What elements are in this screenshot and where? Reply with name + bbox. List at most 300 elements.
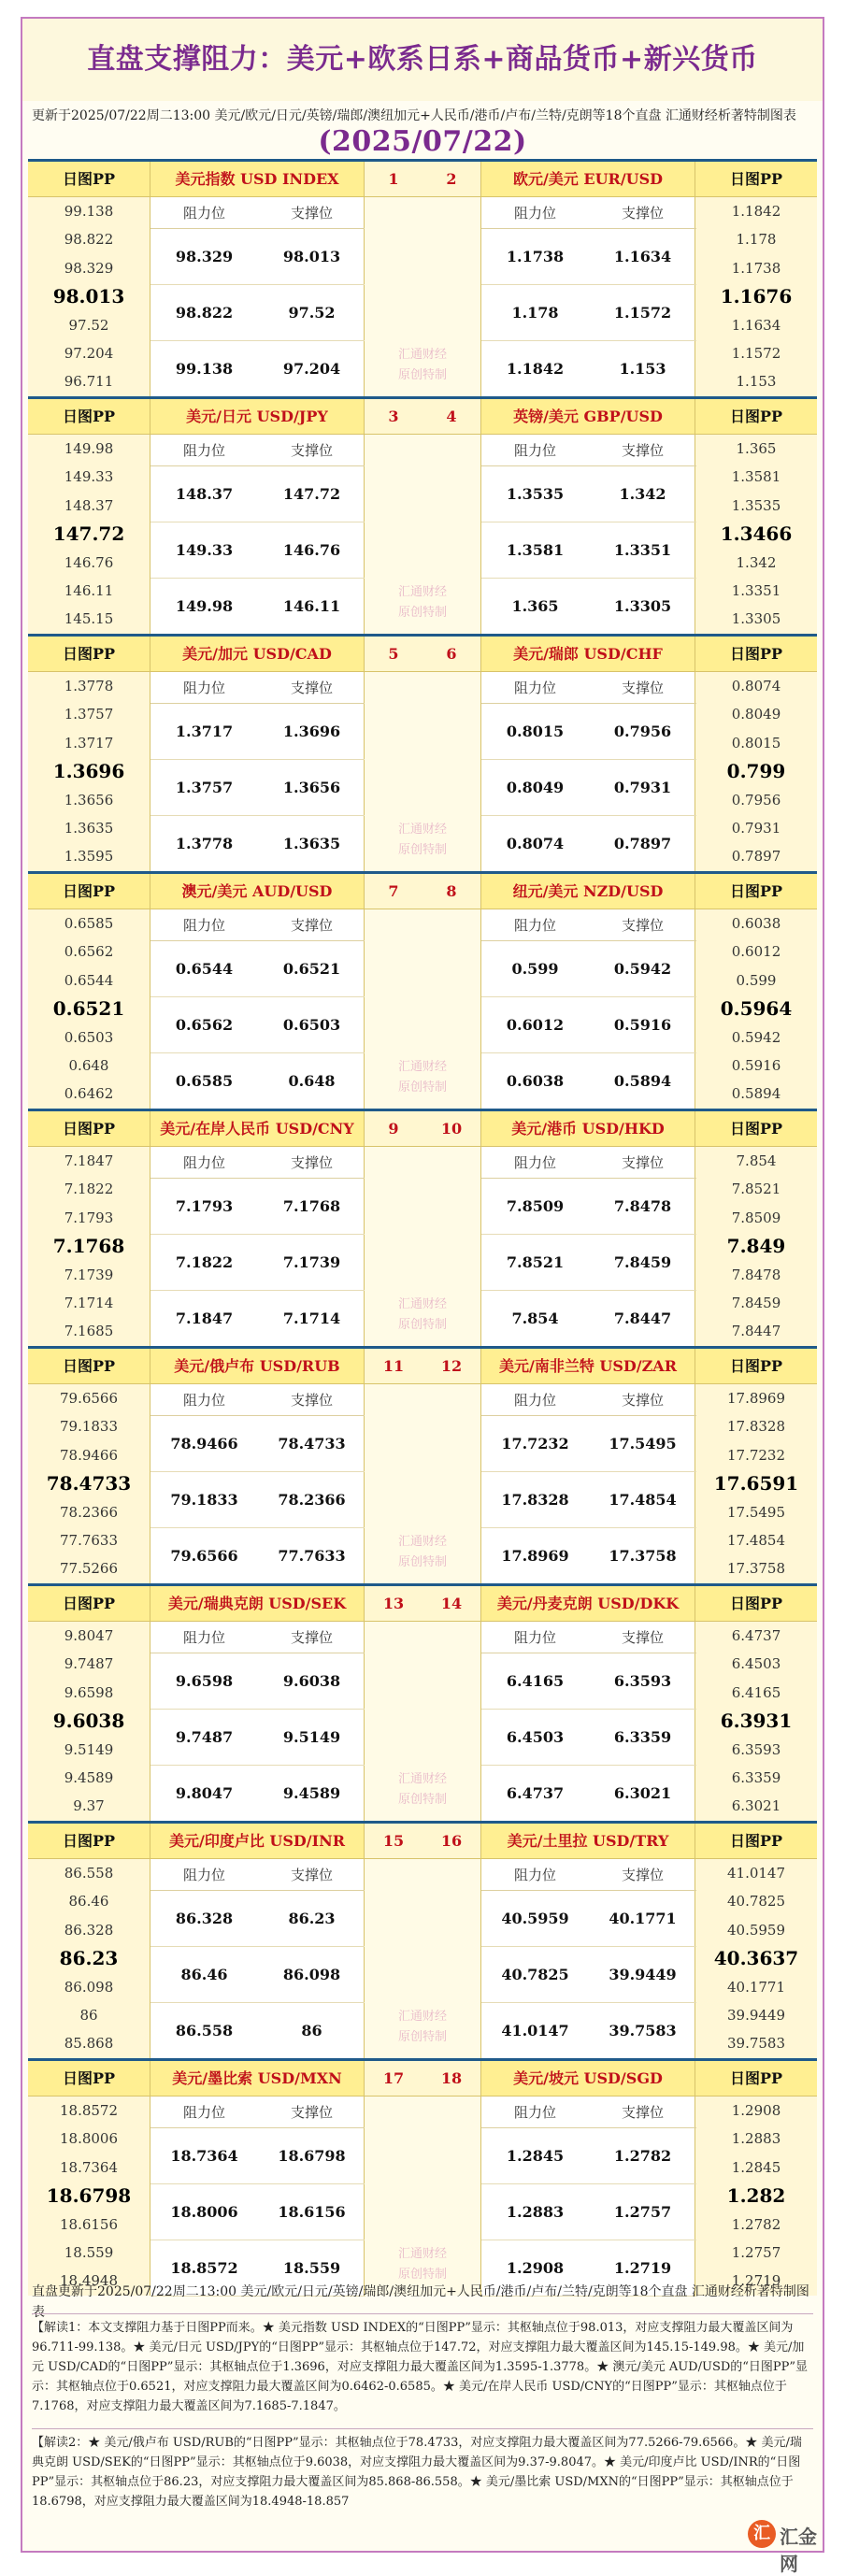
support-header: 支撑位 bbox=[589, 435, 696, 466]
pp-value: 7.8459 bbox=[731, 1294, 781, 1311]
resistance-value: 17.7232 bbox=[481, 1416, 589, 1472]
pair-table bbox=[150, 1111, 365, 1346]
watermark-text: 原创特制 bbox=[397, 1318, 447, 1332]
support-value: 6.3359 bbox=[589, 1710, 696, 1766]
pair-block bbox=[28, 1109, 817, 1346]
support-value: 9.6038 bbox=[258, 1653, 365, 1710]
resistance-header: 阻力位 bbox=[481, 2097, 589, 2128]
pair-block bbox=[28, 1821, 817, 2058]
pp-value: 18.6156 bbox=[59, 2215, 119, 2233]
pair-name: 美元/土里拉 USD/TRY bbox=[481, 1824, 695, 1859]
pp-column bbox=[28, 2061, 150, 2296]
index-number: 8 bbox=[422, 874, 480, 909]
pp-value: 7.1793 bbox=[64, 1209, 114, 1226]
support-value: 0.7956 bbox=[589, 704, 696, 760]
pair-table bbox=[480, 1824, 695, 2058]
pp-value: 17.8969 bbox=[726, 1390, 786, 1407]
pp-value: 85.868 bbox=[64, 2035, 114, 2053]
resistance-header: 阻力位 bbox=[150, 1622, 258, 1653]
pp-list bbox=[695, 2097, 817, 2296]
pair-table bbox=[480, 2061, 695, 2296]
pp-value: 1.1634 bbox=[731, 316, 781, 334]
pp-value: 18.7364 bbox=[59, 2158, 119, 2176]
index-number: 1 bbox=[365, 162, 422, 197]
pair-table bbox=[480, 162, 695, 396]
pp-header: 日图PP bbox=[695, 1349, 817, 1384]
resistance-header: 阻力位 bbox=[150, 2097, 258, 2128]
resistance-value: 9.8047 bbox=[150, 1766, 258, 1822]
resistance-value: 78.9466 bbox=[150, 1416, 258, 1472]
pair-name: 美元/在岸人民币 USD/CNY bbox=[150, 1111, 364, 1147]
pp-value: 40.7825 bbox=[726, 1893, 786, 1911]
pp-column bbox=[695, 399, 817, 634]
pp-column bbox=[28, 637, 150, 871]
pp-pivot-value: 6.3931 bbox=[720, 1710, 793, 1733]
pair-name: 美元/港币 USD/HKD bbox=[481, 1111, 695, 1147]
pp-pivot-value: 98.013 bbox=[52, 285, 125, 308]
support-header: 支撑位 bbox=[589, 197, 696, 229]
support-value: 6.3021 bbox=[589, 1766, 696, 1822]
support-value: 1.2719 bbox=[589, 2240, 696, 2297]
support-header: 支撑位 bbox=[589, 909, 696, 941]
pp-value: 7.8521 bbox=[731, 1181, 781, 1198]
watermark-text: 汇通财经 bbox=[397, 1297, 447, 1311]
interpretation-note-2: 【解读2：★ 美元/俄卢布 USD/RUB的“日图PP”显示：其枢轴点位于78.4733，对应支撑阻力最大覆盖区间为77.5266-79.6566。★ 美元/瑞典克朗 USD/SEK的“日图PP”显示：其枢轴点位于9.6038，对应支撑阻力最大覆盖区间为9.37-9.8047。★ 美元/印度卢比 USD/INR的“日图PP”显示：其枢轴点位于86.23，对应支撑阻力最大覆盖区间为85.868-86.558。★ 美元/墨比索 USD/MXN的“日图PP”显示：其枢轴点位于18.6798，对应支撑阻力最大覆盖区间为18.4948-18.857 bbox=[32, 2428, 813, 2512]
resistance-value: 7.854 bbox=[481, 1291, 589, 1347]
pair-table bbox=[480, 399, 695, 634]
resistance-header: 阻力位 bbox=[150, 909, 258, 941]
resistance-header: 阻力位 bbox=[481, 435, 589, 466]
pp-value: 1.2782 bbox=[731, 2215, 781, 2233]
pair-table bbox=[150, 637, 365, 871]
watermark-text: 汇通财经 bbox=[397, 2247, 447, 2261]
pair-table bbox=[150, 1349, 365, 1583]
pp-header: 日图PP bbox=[695, 2061, 817, 2097]
pp-pivot-value: 1.3466 bbox=[720, 522, 793, 546]
pp-value: 1.2883 bbox=[731, 2130, 781, 2148]
pair-block bbox=[28, 634, 817, 871]
pp-value: 1.2719 bbox=[731, 2272, 781, 2290]
pp-value: 6.3593 bbox=[731, 1740, 781, 1758]
pp-value: 39.9449 bbox=[726, 2006, 786, 2024]
resistance-value: 1.3581 bbox=[481, 522, 589, 579]
pair-table bbox=[480, 637, 695, 871]
pp-value: 1.2908 bbox=[731, 2102, 781, 2119]
resistance-value: 1.2845 bbox=[481, 2128, 589, 2184]
pp-list bbox=[695, 672, 817, 871]
pp-value: 1.3305 bbox=[731, 610, 781, 628]
support-header: 支撑位 bbox=[589, 1622, 696, 1653]
pair-name: 美元/丹麦克朗 USD/DKK bbox=[481, 1586, 695, 1622]
resistance-value: 0.8049 bbox=[481, 760, 589, 816]
pair-block bbox=[28, 396, 817, 634]
pp-list bbox=[28, 1147, 150, 1346]
pp-value: 9.5149 bbox=[64, 1740, 114, 1758]
resistance-value: 1.178 bbox=[481, 285, 589, 341]
watermark-text: 原创特制 bbox=[397, 2030, 447, 2044]
pair-name: 美元/加元 USD/CAD bbox=[150, 637, 364, 672]
pp-value: 0.7897 bbox=[731, 848, 781, 866]
page-title: 直盘支撑阻力：美元+欧系日系+商品货币+新兴货币(2025/07/22) bbox=[22, 19, 823, 101]
pp-value: 0.6038 bbox=[731, 915, 781, 932]
pp-header: 日图PP bbox=[695, 162, 817, 197]
pair-name: 英镑/美元 GBP/USD bbox=[481, 399, 695, 435]
support-value: 1.2782 bbox=[589, 2128, 696, 2184]
index-number: 2 bbox=[422, 162, 480, 197]
pp-pivot-value: 1.1676 bbox=[720, 285, 793, 308]
resistance-header: 阻力位 bbox=[481, 1384, 589, 1416]
resistance-value: 1.3757 bbox=[150, 760, 258, 816]
resistance-value: 9.7487 bbox=[150, 1710, 258, 1766]
pp-value: 17.7232 bbox=[726, 1446, 786, 1464]
pp-value: 7.1714 bbox=[64, 1294, 114, 1311]
index-number: 7 bbox=[365, 874, 422, 909]
pp-value: 0.7931 bbox=[731, 819, 781, 837]
resistance-header: 阻力位 bbox=[150, 1384, 258, 1416]
pp-value: 99.138 bbox=[64, 203, 114, 220]
pp-value: 0.6503 bbox=[64, 1028, 114, 1046]
pp-value: 17.5495 bbox=[726, 1503, 786, 1521]
resistance-value: 17.8328 bbox=[481, 1472, 589, 1528]
support-value: 9.5149 bbox=[258, 1710, 365, 1766]
pair-name: 美元/坡元 USD/SGD bbox=[481, 2061, 695, 2097]
resistance-header: 阻力位 bbox=[150, 1147, 258, 1179]
index-number: 12 bbox=[422, 1349, 480, 1384]
pp-value: 18.559 bbox=[64, 2243, 114, 2261]
resistance-value: 0.8074 bbox=[481, 816, 589, 872]
pp-value: 7.1847 bbox=[64, 1152, 114, 1169]
pp-value: 18.8006 bbox=[59, 2130, 119, 2148]
pair-block bbox=[28, 2058, 817, 2296]
pp-value: 0.5942 bbox=[731, 1028, 781, 1046]
index-number: 18 bbox=[422, 2061, 480, 2097]
pp-header: 日图PP bbox=[28, 1111, 150, 1147]
support-value: 1.153 bbox=[589, 341, 696, 397]
resistance-value: 0.6544 bbox=[150, 941, 258, 997]
support-value: 7.1714 bbox=[258, 1291, 365, 1347]
pair-name: 美元/瑞典克朗 USD/SEK bbox=[150, 1586, 364, 1622]
pp-value: 1.1738 bbox=[731, 259, 781, 277]
pp-column bbox=[695, 1824, 817, 2058]
pp-value: 1.3581 bbox=[731, 468, 781, 486]
pair-name: 美元/瑞郎 USD/CHF bbox=[481, 637, 695, 672]
watermark-text: 原创特制 bbox=[397, 2268, 447, 2282]
pp-pivot-value: 1.3696 bbox=[52, 760, 125, 783]
pp-value: 17.3758 bbox=[726, 1560, 786, 1578]
resistance-header: 阻力位 bbox=[481, 1147, 589, 1179]
watermark-text: 原创特制 bbox=[397, 843, 447, 857]
support-value: 0.5942 bbox=[589, 941, 696, 997]
resistance-value: 7.1793 bbox=[150, 1179, 258, 1235]
pp-value: 149.98 bbox=[64, 440, 114, 457]
pp-pivot-value: 18.6798 bbox=[46, 2184, 132, 2208]
support-value: 1.3656 bbox=[258, 760, 365, 816]
support-value: 17.3758 bbox=[589, 1528, 696, 1584]
support-header: 支撑位 bbox=[258, 1147, 365, 1179]
resistance-value: 1.3717 bbox=[150, 704, 258, 760]
pair-block bbox=[28, 159, 817, 396]
resistance-value: 1.3535 bbox=[481, 466, 589, 522]
watermark-text: 汇通财经 bbox=[397, 585, 447, 599]
pp-value: 148.37 bbox=[64, 496, 114, 514]
support-value: 147.72 bbox=[258, 466, 365, 522]
resistance-value: 99.138 bbox=[150, 341, 258, 397]
pp-value: 1.3351 bbox=[731, 581, 781, 599]
resistance-value: 0.6562 bbox=[150, 997, 258, 1053]
pp-column bbox=[28, 399, 150, 634]
pp-pivot-value: 7.1768 bbox=[52, 1235, 125, 1258]
resistance-value: 0.599 bbox=[481, 941, 589, 997]
support-value: 18.6156 bbox=[258, 2184, 365, 2240]
pair-name: 澳元/美元 AUD/USD bbox=[150, 874, 364, 909]
pp-pivot-value: 40.3637 bbox=[713, 1947, 799, 1970]
resistance-value: 40.5959 bbox=[481, 1891, 589, 1947]
support-value: 0.7931 bbox=[589, 760, 696, 816]
pp-value: 0.8049 bbox=[731, 706, 781, 723]
support-value: 98.013 bbox=[258, 229, 365, 285]
support-value: 146.11 bbox=[258, 579, 365, 635]
support-value: 7.8478 bbox=[589, 1179, 696, 1235]
support-header: 支撑位 bbox=[589, 1147, 696, 1179]
pp-pivot-value: 86.23 bbox=[59, 1947, 119, 1970]
pp-header: 日图PP bbox=[28, 399, 150, 435]
support-value: 86 bbox=[258, 2003, 365, 2059]
support-value: 1.3696 bbox=[258, 704, 365, 760]
pp-value: 18.4948 bbox=[59, 2272, 119, 2290]
pp-header: 日图PP bbox=[695, 637, 817, 672]
pp-column bbox=[695, 1349, 817, 1583]
resistance-value: 1.1738 bbox=[481, 229, 589, 285]
support-value: 18.6798 bbox=[258, 2128, 365, 2184]
pp-value: 78.9466 bbox=[59, 1446, 119, 1464]
index-number: 9 bbox=[365, 1111, 422, 1147]
resistance-value: 148.37 bbox=[150, 466, 258, 522]
pp-value: 0.648 bbox=[68, 1056, 109, 1074]
support-value: 78.2366 bbox=[258, 1472, 365, 1528]
resistance-value: 6.4165 bbox=[481, 1653, 589, 1710]
resistance-value: 98.329 bbox=[150, 229, 258, 285]
support-value: 40.1771 bbox=[589, 1891, 696, 1947]
index-number: 5 bbox=[365, 637, 422, 672]
resistance-value: 1.2883 bbox=[481, 2184, 589, 2240]
pp-list bbox=[28, 197, 150, 396]
pp-value: 1.3656 bbox=[64, 791, 114, 809]
pp-value: 1.3778 bbox=[64, 678, 114, 694]
resistance-value: 98.822 bbox=[150, 285, 258, 341]
resistance-value: 86.328 bbox=[150, 1891, 258, 1947]
watermark-text: 汇通财经 bbox=[397, 1060, 447, 1074]
interpretation-note-1: 【解读1：本文支撑阻力基于日图PP而来。★ 美元指数 USD INDEX的“日图PP”显示：其枢轴点位于98.013，对应支撑阻力最大覆盖区间为96.711-99.138。★ 美元/日元 USD/JPY的“日图PP”显示：其枢轴点位于147.72，对应支撑阻力最大覆盖区间为145.15-149.98。★ 美元/加元 USD/CAD的“日图PP”显示：其枢轴点位于1.3696，对应支撑阻力最大覆盖区间为1.3595-1.3778。★ 澳元/美元 AUD/USD的“日图PP”显示：其枢轴点位于0.6521，对应支撑阻力最大覆盖区间为0.6462-0.6585。★ 美元/在岸人民币 USD/CNY的“日图PP”显示：其枢轴点位于7.1768，对应支撑阻力最大覆盖区间为7.1685-7.1847。 bbox=[32, 2313, 813, 2416]
support-header: 支撑位 bbox=[258, 672, 365, 704]
support-value: 17.5495 bbox=[589, 1416, 696, 1472]
resistance-header: 阻力位 bbox=[150, 197, 258, 229]
support-header: 支撑位 bbox=[258, 1622, 365, 1653]
support-value: 1.1634 bbox=[589, 229, 696, 285]
support-value: 7.8459 bbox=[589, 1235, 696, 1291]
resistance-value: 86.46 bbox=[150, 1947, 258, 2003]
support-header: 支撑位 bbox=[589, 2097, 696, 2128]
pp-column bbox=[695, 2061, 817, 2296]
pp-header: 日图PP bbox=[28, 874, 150, 909]
support-value: 1.3305 bbox=[589, 579, 696, 635]
pp-column bbox=[28, 162, 150, 396]
pp-value: 86.098 bbox=[64, 1978, 114, 1996]
pp-header: 日图PP bbox=[695, 1824, 817, 1859]
resistance-header: 阻力位 bbox=[481, 672, 589, 704]
pair-name: 欧元/美元 EUR/USD bbox=[481, 162, 695, 197]
pp-value: 7.1822 bbox=[64, 1181, 114, 1198]
resistance-value: 79.6566 bbox=[150, 1528, 258, 1584]
pp-value: 7.8509 bbox=[731, 1209, 781, 1226]
resistance-value: 0.6585 bbox=[150, 1053, 258, 1109]
pp-list bbox=[695, 435, 817, 634]
resistance-value: 1.3778 bbox=[150, 816, 258, 872]
pp-value: 9.8047 bbox=[64, 1627, 114, 1644]
pp-value: 7.1685 bbox=[64, 1323, 114, 1340]
pair-table bbox=[150, 399, 365, 634]
pp-value: 96.711 bbox=[64, 373, 114, 391]
pp-column bbox=[28, 1349, 150, 1583]
pp-list bbox=[28, 435, 150, 634]
pp-header: 日图PP bbox=[28, 1349, 150, 1384]
pp-value: 1.365 bbox=[736, 440, 777, 457]
resistance-header: 阻力位 bbox=[150, 435, 258, 466]
support-header: 支撑位 bbox=[258, 909, 365, 941]
support-value: 39.7583 bbox=[589, 2003, 696, 2059]
support-header: 支撑位 bbox=[258, 1859, 365, 1891]
support-header: 支撑位 bbox=[589, 672, 696, 704]
resistance-value: 0.6012 bbox=[481, 997, 589, 1053]
pp-value: 0.6544 bbox=[64, 971, 114, 989]
page-subtitle: 更新于2025/07/22周二13:00 美元/欧元/日元/英镑/瑞郎/澳纽加元+人民币/港币/卢布/兰特/克朗等18个直盘 汇通财经析著特制图表 bbox=[32, 108, 796, 123]
pp-value: 1.3757 bbox=[64, 706, 114, 723]
resistance-value: 17.8969 bbox=[481, 1528, 589, 1584]
pp-header: 日图PP bbox=[28, 637, 150, 672]
pp-pivot-value: 147.72 bbox=[52, 522, 125, 546]
support-value: 1.3635 bbox=[258, 816, 365, 872]
pair-name: 美元/印度卢比 USD/INR bbox=[150, 1824, 364, 1859]
pp-value: 77.7633 bbox=[59, 1531, 119, 1549]
pp-header: 日图PP bbox=[695, 1586, 817, 1622]
index-number: 11 bbox=[365, 1349, 422, 1384]
watermark-text: 原创特制 bbox=[397, 1555, 447, 1569]
pp-value: 7.8478 bbox=[731, 1266, 781, 1283]
pp-value: 0.8074 bbox=[731, 678, 781, 694]
pp-pivot-value: 78.4733 bbox=[46, 1472, 132, 1496]
pp-column bbox=[695, 874, 817, 1109]
resistance-value: 7.8521 bbox=[481, 1235, 589, 1291]
pair-table bbox=[150, 874, 365, 1109]
support-value: 7.1768 bbox=[258, 1179, 365, 1235]
pp-list bbox=[28, 1384, 150, 1583]
pp-value: 7.8447 bbox=[731, 1323, 781, 1340]
pp-value: 1.1842 bbox=[731, 203, 781, 220]
pp-value: 0.8015 bbox=[731, 734, 781, 751]
pair-block bbox=[28, 1583, 817, 1821]
pp-value: 98.822 bbox=[64, 231, 114, 249]
pp-value: 7.854 bbox=[736, 1152, 777, 1169]
pair-table bbox=[150, 2061, 365, 2296]
pp-column bbox=[695, 1586, 817, 1821]
index-number: 3 bbox=[365, 399, 422, 435]
watermark-text: 汇通财经 bbox=[397, 1535, 447, 1549]
pp-list bbox=[28, 2097, 150, 2296]
support-header: 支撑位 bbox=[589, 1859, 696, 1891]
resistance-header: 阻力位 bbox=[481, 909, 589, 941]
index-number: 16 bbox=[422, 1824, 480, 1859]
pp-column bbox=[28, 874, 150, 1109]
resistance-value: 149.33 bbox=[150, 522, 258, 579]
pp-value: 0.5916 bbox=[731, 1056, 781, 1074]
pp-value: 77.5266 bbox=[59, 1560, 119, 1578]
pp-value: 0.599 bbox=[736, 971, 777, 989]
pp-value: 1.2845 bbox=[731, 2158, 781, 2176]
resistance-header: 阻力位 bbox=[481, 1859, 589, 1891]
pp-value: 1.3595 bbox=[64, 848, 114, 866]
support-value: 6.3593 bbox=[589, 1653, 696, 1710]
pp-value: 9.4589 bbox=[64, 1768, 114, 1786]
support-header: 支撑位 bbox=[258, 197, 365, 229]
pair-name: 美元/墨比索 USD/MXN bbox=[150, 2061, 364, 2097]
support-value: 0.648 bbox=[258, 1053, 365, 1109]
resistance-value: 40.7825 bbox=[481, 1947, 589, 2003]
pair-table bbox=[480, 874, 695, 1109]
pp-header: 日图PP bbox=[695, 399, 817, 435]
pp-value: 79.1833 bbox=[59, 1418, 119, 1436]
pp-header: 日图PP bbox=[695, 874, 817, 909]
resistance-value: 6.4737 bbox=[481, 1766, 589, 1822]
pp-value: 1.1572 bbox=[731, 344, 781, 362]
pp-value: 41.0147 bbox=[726, 1865, 786, 1882]
resistance-value: 79.1833 bbox=[150, 1472, 258, 1528]
support-header: 支撑位 bbox=[258, 1384, 365, 1416]
resistance-value: 6.4503 bbox=[481, 1710, 589, 1766]
resistance-value: 0.6038 bbox=[481, 1053, 589, 1109]
pp-value: 0.7956 bbox=[731, 791, 781, 809]
support-value: 18.559 bbox=[258, 2240, 365, 2297]
pp-value: 6.3359 bbox=[731, 1768, 781, 1786]
index-number: 4 bbox=[422, 399, 480, 435]
pp-value: 6.4165 bbox=[731, 1683, 781, 1701]
pp-pivot-value: 0.5964 bbox=[720, 997, 793, 1021]
index-number: 14 bbox=[422, 1586, 480, 1622]
pp-column bbox=[28, 1824, 150, 2058]
pp-pivot-value: 17.6591 bbox=[713, 1472, 799, 1496]
support-value: 1.2757 bbox=[589, 2184, 696, 2240]
resistance-header: 阻力位 bbox=[150, 672, 258, 704]
pair-table bbox=[150, 1824, 365, 2058]
pp-header: 日图PP bbox=[28, 162, 150, 197]
pp-pivot-value: 1.282 bbox=[726, 2184, 786, 2208]
resistance-header: 阻力位 bbox=[481, 197, 589, 229]
resistance-value: 18.8572 bbox=[150, 2240, 258, 2297]
support-value: 9.4589 bbox=[258, 1766, 365, 1822]
support-value: 86.23 bbox=[258, 1891, 365, 1947]
support-value: 0.6503 bbox=[258, 997, 365, 1053]
pp-value: 97.204 bbox=[64, 344, 114, 362]
support-value: 0.5894 bbox=[589, 1053, 696, 1109]
pp-pivot-value: 0.799 bbox=[726, 760, 786, 783]
pp-value: 79.6566 bbox=[59, 1390, 119, 1407]
support-value: 78.4733 bbox=[258, 1416, 365, 1472]
resistance-value: 7.1847 bbox=[150, 1291, 258, 1347]
pp-value: 1.178 bbox=[736, 231, 777, 249]
index-number: 17 bbox=[365, 2061, 422, 2097]
pp-value: 17.8328 bbox=[726, 1418, 786, 1436]
pair-block bbox=[28, 871, 817, 1109]
pp-value: 98.329 bbox=[64, 259, 114, 277]
pp-value: 86 bbox=[79, 2006, 98, 2024]
